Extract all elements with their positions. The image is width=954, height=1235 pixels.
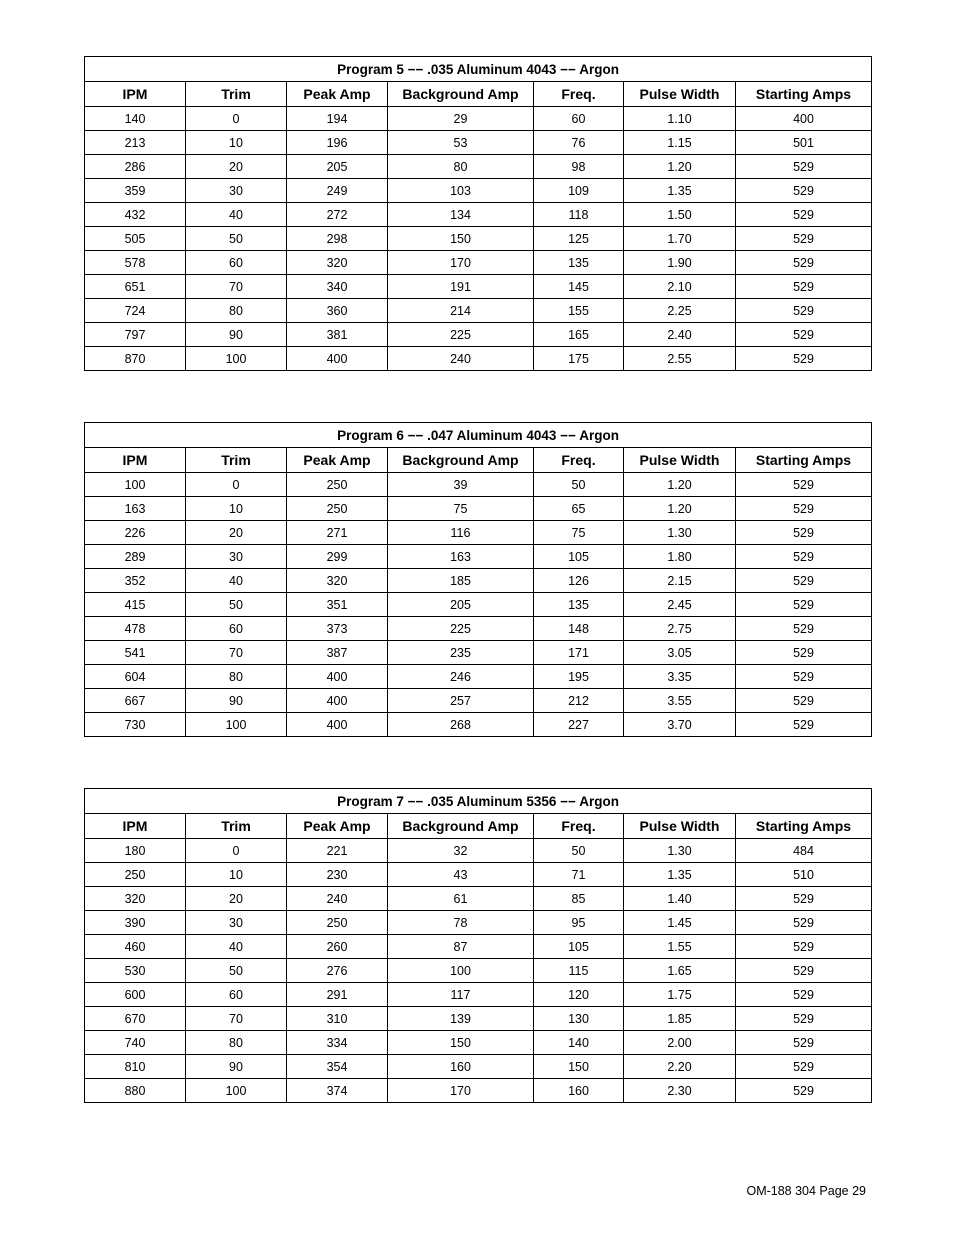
table-cell: 214 xyxy=(388,299,534,323)
table-cell: 299 xyxy=(287,545,388,569)
table-cell: 604 xyxy=(85,665,186,689)
table-cell: 30 xyxy=(186,179,287,203)
table-cell: 1.85 xyxy=(624,1007,736,1031)
table-cell: 529 xyxy=(736,299,872,323)
table-cell: 50 xyxy=(534,839,624,863)
table-cell: 225 xyxy=(388,617,534,641)
column-header: Trim xyxy=(186,448,287,473)
table-cell: 730 xyxy=(85,713,186,737)
table-cell: 810 xyxy=(85,1055,186,1079)
table-cell: 529 xyxy=(736,203,872,227)
table-cell: 90 xyxy=(186,1055,287,1079)
table-cell: 227 xyxy=(534,713,624,737)
table-cell: 60 xyxy=(186,251,287,275)
table-row xyxy=(85,227,872,251)
table-row xyxy=(85,959,872,983)
table-cell: 529 xyxy=(736,569,872,593)
table-cell: 20 xyxy=(186,521,287,545)
table-cell: 2.25 xyxy=(624,299,736,323)
table-cell: 320 xyxy=(85,887,186,911)
table-cell: 1.20 xyxy=(624,155,736,179)
column-header: Freq. xyxy=(534,814,624,839)
table-cell: 60 xyxy=(186,617,287,641)
table-cell: 529 xyxy=(736,473,872,497)
table-row xyxy=(85,569,872,593)
table-row xyxy=(85,107,872,131)
table-cell: 529 xyxy=(736,887,872,911)
table-cell: 80 xyxy=(186,299,287,323)
program-table xyxy=(84,788,872,1103)
table-cell: 30 xyxy=(186,911,287,935)
table-row xyxy=(85,347,872,371)
table-row xyxy=(85,545,872,569)
table-cell: 529 xyxy=(736,521,872,545)
table-cell: 1.80 xyxy=(624,545,736,569)
column-header: Peak Amp xyxy=(287,814,388,839)
table-cell: 98 xyxy=(534,155,624,179)
table-cell: 374 xyxy=(287,1079,388,1103)
table-row xyxy=(85,521,872,545)
table-cell: 249 xyxy=(287,179,388,203)
table-cell: 359 xyxy=(85,179,186,203)
table-cell: 87 xyxy=(388,935,534,959)
table-cell: 53 xyxy=(388,131,534,155)
table-cell: 289 xyxy=(85,545,186,569)
table-cell: 276 xyxy=(287,959,388,983)
column-header: Starting Amps xyxy=(736,82,872,107)
table-cell: 478 xyxy=(85,617,186,641)
table-cell: 90 xyxy=(186,323,287,347)
table-cell: 65 xyxy=(534,497,624,521)
column-header: Starting Amps xyxy=(736,814,872,839)
table-cell: 1.90 xyxy=(624,251,736,275)
table-cell: 145 xyxy=(534,275,624,299)
table-cell: 1.20 xyxy=(624,473,736,497)
table-row xyxy=(85,1031,872,1055)
table-cell: 529 xyxy=(736,1007,872,1031)
table-cell: 0 xyxy=(186,839,287,863)
table-cell: 100 xyxy=(85,473,186,497)
table-cell: 100 xyxy=(186,713,287,737)
table-cell: 400 xyxy=(287,689,388,713)
table-cell: 2.20 xyxy=(624,1055,736,1079)
table-cell: 1.10 xyxy=(624,107,736,131)
table-cell: 191 xyxy=(388,275,534,299)
table-cell: 529 xyxy=(736,911,872,935)
table-cell: 1.55 xyxy=(624,935,736,959)
table-row xyxy=(85,131,872,155)
table-row xyxy=(85,641,872,665)
table-cell: 196 xyxy=(287,131,388,155)
table-cell: 160 xyxy=(534,1079,624,1103)
table-cell: 39 xyxy=(388,473,534,497)
table-cell: 139 xyxy=(388,1007,534,1031)
table-cell: 272 xyxy=(287,203,388,227)
table-cell: 250 xyxy=(287,473,388,497)
table-cell: 870 xyxy=(85,347,186,371)
table-cell: 320 xyxy=(287,251,388,275)
table-cell: 100 xyxy=(186,347,287,371)
table-cell: 271 xyxy=(287,521,388,545)
table-cell: 667 xyxy=(85,689,186,713)
table-cell: 40 xyxy=(186,569,287,593)
table-cell: 268 xyxy=(388,713,534,737)
table-cell: 529 xyxy=(736,641,872,665)
table-cell: 529 xyxy=(736,593,872,617)
table-cell: 1.65 xyxy=(624,959,736,983)
table-cell: 213 xyxy=(85,131,186,155)
table-cell: 60 xyxy=(186,983,287,1007)
table-cell: 175 xyxy=(534,347,624,371)
table-cell: 194 xyxy=(287,107,388,131)
table-cell: 20 xyxy=(186,155,287,179)
table-cell: 400 xyxy=(736,107,872,131)
table-cell: 50 xyxy=(186,227,287,251)
table-cell: 125 xyxy=(534,227,624,251)
table-cell: 529 xyxy=(736,983,872,1007)
table-row xyxy=(85,1079,872,1103)
table-cell: 170 xyxy=(388,251,534,275)
column-header: Freq. xyxy=(534,82,624,107)
table-cell: 1.40 xyxy=(624,887,736,911)
column-header: Peak Amp xyxy=(287,82,388,107)
table-cell: 148 xyxy=(534,617,624,641)
table-cell: 171 xyxy=(534,641,624,665)
table-row xyxy=(85,1055,872,1079)
table-row xyxy=(85,323,872,347)
table-cell: 381 xyxy=(287,323,388,347)
table-cell: 1.35 xyxy=(624,863,736,887)
table-cell: 415 xyxy=(85,593,186,617)
table-cell: 240 xyxy=(287,887,388,911)
table-cell: 10 xyxy=(186,131,287,155)
table-row xyxy=(85,617,872,641)
table-cell: 70 xyxy=(186,1007,287,1031)
table-cell: 109 xyxy=(534,179,624,203)
table-row xyxy=(85,299,872,323)
table-cell: 126 xyxy=(534,569,624,593)
table-cell: 529 xyxy=(736,347,872,371)
table-cell: 1.50 xyxy=(624,203,736,227)
table-cell: 291 xyxy=(287,983,388,1007)
table-cell: 400 xyxy=(287,665,388,689)
table-cell: 221 xyxy=(287,839,388,863)
table-cell: 135 xyxy=(534,593,624,617)
table-cell: 529 xyxy=(736,497,872,521)
table-cell: 541 xyxy=(85,641,186,665)
table-cell: 529 xyxy=(736,713,872,737)
table-cell: 80 xyxy=(186,1031,287,1055)
table-cell: 40 xyxy=(186,935,287,959)
table-cell: 70 xyxy=(186,275,287,299)
table-cell: 3.70 xyxy=(624,713,736,737)
table-cell: 529 xyxy=(736,275,872,299)
table-row xyxy=(85,203,872,227)
table-row xyxy=(85,935,872,959)
table-cell: 250 xyxy=(85,863,186,887)
table-cell: 3.35 xyxy=(624,665,736,689)
table-cell: 529 xyxy=(736,689,872,713)
table-cell: 95 xyxy=(534,911,624,935)
column-header: Background Amp xyxy=(388,448,534,473)
table-cell: 246 xyxy=(388,665,534,689)
table-cell: 257 xyxy=(388,689,534,713)
table-cell: 1.30 xyxy=(624,521,736,545)
table-cell: 60 xyxy=(534,107,624,131)
table-row xyxy=(85,689,872,713)
table-cell: 80 xyxy=(186,665,287,689)
table-cell: 212 xyxy=(534,689,624,713)
table-cell: 155 xyxy=(534,299,624,323)
table-cell: 10 xyxy=(186,497,287,521)
table-cell: 134 xyxy=(388,203,534,227)
column-header: Background Amp xyxy=(388,82,534,107)
table-cell: 103 xyxy=(388,179,534,203)
table-cell: 1.70 xyxy=(624,227,736,251)
table-cell: 240 xyxy=(388,347,534,371)
table-cell: 10 xyxy=(186,863,287,887)
table-cell: 70 xyxy=(186,641,287,665)
table-cell: 530 xyxy=(85,959,186,983)
table-cell: 105 xyxy=(534,935,624,959)
column-header: Pulse Width xyxy=(624,82,736,107)
table-cell: 78 xyxy=(388,911,534,935)
table-cell: 484 xyxy=(736,839,872,863)
table-cell: 105 xyxy=(534,545,624,569)
table-cell: 1.20 xyxy=(624,497,736,521)
table-cell: 2.10 xyxy=(624,275,736,299)
table-cell: 226 xyxy=(85,521,186,545)
table-cell: 651 xyxy=(85,275,186,299)
table-cell: 130 xyxy=(534,1007,624,1031)
table-cell: 373 xyxy=(287,617,388,641)
table-cell: 2.40 xyxy=(624,323,736,347)
table-cell: 163 xyxy=(85,497,186,521)
table-cell: 260 xyxy=(287,935,388,959)
column-header: IPM xyxy=(85,448,186,473)
table-cell: 880 xyxy=(85,1079,186,1103)
table-cell: 352 xyxy=(85,569,186,593)
table-cell: 50 xyxy=(186,959,287,983)
table-cell: 195 xyxy=(534,665,624,689)
table-cell: 0 xyxy=(186,473,287,497)
table-row xyxy=(85,179,872,203)
table-cell: 150 xyxy=(388,227,534,251)
table-cell: 30 xyxy=(186,545,287,569)
table-cell: 225 xyxy=(388,323,534,347)
table-cell: 2.45 xyxy=(624,593,736,617)
table-cell: 250 xyxy=(287,497,388,521)
table-cell: 230 xyxy=(287,863,388,887)
table-row xyxy=(85,1007,872,1031)
table-cell: 400 xyxy=(287,713,388,737)
table-title: Program 7 −− .035 Aluminum 5356 −− Argon xyxy=(85,789,872,814)
column-header: Peak Amp xyxy=(287,448,388,473)
table-cell: 1.75 xyxy=(624,983,736,1007)
table-cell: 50 xyxy=(186,593,287,617)
table-cell: 71 xyxy=(534,863,624,887)
table-cell: 529 xyxy=(736,959,872,983)
table-cell: 529 xyxy=(736,617,872,641)
table-cell: 0 xyxy=(186,107,287,131)
table-row xyxy=(85,713,872,737)
table-row xyxy=(85,839,872,863)
table-title: Program 5 −− .035 Aluminum 4043 −− Argon xyxy=(85,57,872,82)
table-cell: 118 xyxy=(534,203,624,227)
table-row xyxy=(85,887,872,911)
table-cell: 1.35 xyxy=(624,179,736,203)
table-cell: 505 xyxy=(85,227,186,251)
column-header: Trim xyxy=(186,82,287,107)
table-cell: 205 xyxy=(287,155,388,179)
table-cell: 460 xyxy=(85,935,186,959)
header-row xyxy=(85,814,872,839)
column-header: Background Amp xyxy=(388,814,534,839)
table-cell: 529 xyxy=(736,179,872,203)
table-cell: 529 xyxy=(736,545,872,569)
table-cell: 170 xyxy=(388,1079,534,1103)
table-cell: 85 xyxy=(534,887,624,911)
table-cell: 2.00 xyxy=(624,1031,736,1055)
table-row xyxy=(85,155,872,179)
table-cell: 3.55 xyxy=(624,689,736,713)
table-cell: 529 xyxy=(736,323,872,347)
table-cell: 320 xyxy=(287,569,388,593)
table-cell: 40 xyxy=(186,203,287,227)
table-cell: 160 xyxy=(388,1055,534,1079)
table-cell: 1.30 xyxy=(624,839,736,863)
table-title: Program 6 −− .047 Aluminum 4043 −− Argon xyxy=(85,423,872,448)
table-cell: 20 xyxy=(186,887,287,911)
table-cell: 163 xyxy=(388,545,534,569)
table-cell: 529 xyxy=(736,1031,872,1055)
table-cell: 61 xyxy=(388,887,534,911)
table-cell: 185 xyxy=(388,569,534,593)
table-cell: 120 xyxy=(534,983,624,1007)
table-cell: 100 xyxy=(388,959,534,983)
table-row xyxy=(85,251,872,275)
table-cell: 116 xyxy=(388,521,534,545)
table-cell: 75 xyxy=(534,521,624,545)
table-cell: 529 xyxy=(736,665,872,689)
table-row xyxy=(85,983,872,1007)
table-cell: 670 xyxy=(85,1007,186,1031)
table-cell: 2.55 xyxy=(624,347,736,371)
table-cell: 310 xyxy=(287,1007,388,1031)
table-cell: 432 xyxy=(85,203,186,227)
table-cell: 529 xyxy=(736,227,872,251)
table-cell: 510 xyxy=(736,863,872,887)
column-header: Pulse Width xyxy=(624,448,736,473)
table-cell: 117 xyxy=(388,983,534,1007)
table-row xyxy=(85,275,872,299)
table-cell: 400 xyxy=(287,347,388,371)
table-cell: 150 xyxy=(388,1031,534,1055)
table-cell: 354 xyxy=(287,1055,388,1079)
table-cell: 80 xyxy=(388,155,534,179)
table-cell: 578 xyxy=(85,251,186,275)
program-table xyxy=(84,56,872,371)
table-cell: 340 xyxy=(287,275,388,299)
table-cell: 529 xyxy=(736,155,872,179)
table-cell: 32 xyxy=(388,839,534,863)
table-cell: 387 xyxy=(287,641,388,665)
table-cell: 334 xyxy=(287,1031,388,1055)
table-cell: 600 xyxy=(85,983,186,1007)
table-cell: 235 xyxy=(388,641,534,665)
table-cell: 797 xyxy=(85,323,186,347)
table-cell: 140 xyxy=(534,1031,624,1055)
table-cell: 150 xyxy=(534,1055,624,1079)
table-cell: 76 xyxy=(534,131,624,155)
table-cell: 205 xyxy=(388,593,534,617)
column-header: Freq. xyxy=(534,448,624,473)
table-cell: 529 xyxy=(736,251,872,275)
table-cell: 529 xyxy=(736,1079,872,1103)
table-row xyxy=(85,593,872,617)
table-row xyxy=(85,911,872,935)
column-header: IPM xyxy=(85,82,186,107)
table-cell: 2.75 xyxy=(624,617,736,641)
table-cell: 100 xyxy=(186,1079,287,1103)
table-cell: 3.05 xyxy=(624,641,736,665)
table-cell: 140 xyxy=(85,107,186,131)
table-cell: 724 xyxy=(85,299,186,323)
table-cell: 75 xyxy=(388,497,534,521)
table-cell: 1.45 xyxy=(624,911,736,935)
table-cell: 1.15 xyxy=(624,131,736,155)
program-table xyxy=(84,422,872,737)
table-cell: 2.15 xyxy=(624,569,736,593)
column-header: Trim xyxy=(186,814,287,839)
table-cell: 501 xyxy=(736,131,872,155)
header-row xyxy=(85,82,872,107)
table-cell: 529 xyxy=(736,1055,872,1079)
table-row xyxy=(85,497,872,521)
table-cell: 286 xyxy=(85,155,186,179)
table-cell: 360 xyxy=(287,299,388,323)
table-cell: 2.30 xyxy=(624,1079,736,1103)
table-cell: 115 xyxy=(534,959,624,983)
table-row xyxy=(85,863,872,887)
column-header: Pulse Width xyxy=(624,814,736,839)
table-cell: 298 xyxy=(287,227,388,251)
header-row xyxy=(85,448,872,473)
table-row xyxy=(85,473,872,497)
table-row xyxy=(85,665,872,689)
table-cell: 180 xyxy=(85,839,186,863)
column-header: Starting Amps xyxy=(736,448,872,473)
table-cell: 29 xyxy=(388,107,534,131)
table-cell: 50 xyxy=(534,473,624,497)
table-cell: 90 xyxy=(186,689,287,713)
table-cell: 740 xyxy=(85,1031,186,1055)
table-cell: 351 xyxy=(287,593,388,617)
table-cell: 165 xyxy=(534,323,624,347)
table-cell: 43 xyxy=(388,863,534,887)
table-cell: 529 xyxy=(736,935,872,959)
table-cell: 135 xyxy=(534,251,624,275)
table-cell: 250 xyxy=(287,911,388,935)
page-footer: OM-188 304 Page 29 xyxy=(746,1184,866,1198)
table-cell: 390 xyxy=(85,911,186,935)
column-header: IPM xyxy=(85,814,186,839)
